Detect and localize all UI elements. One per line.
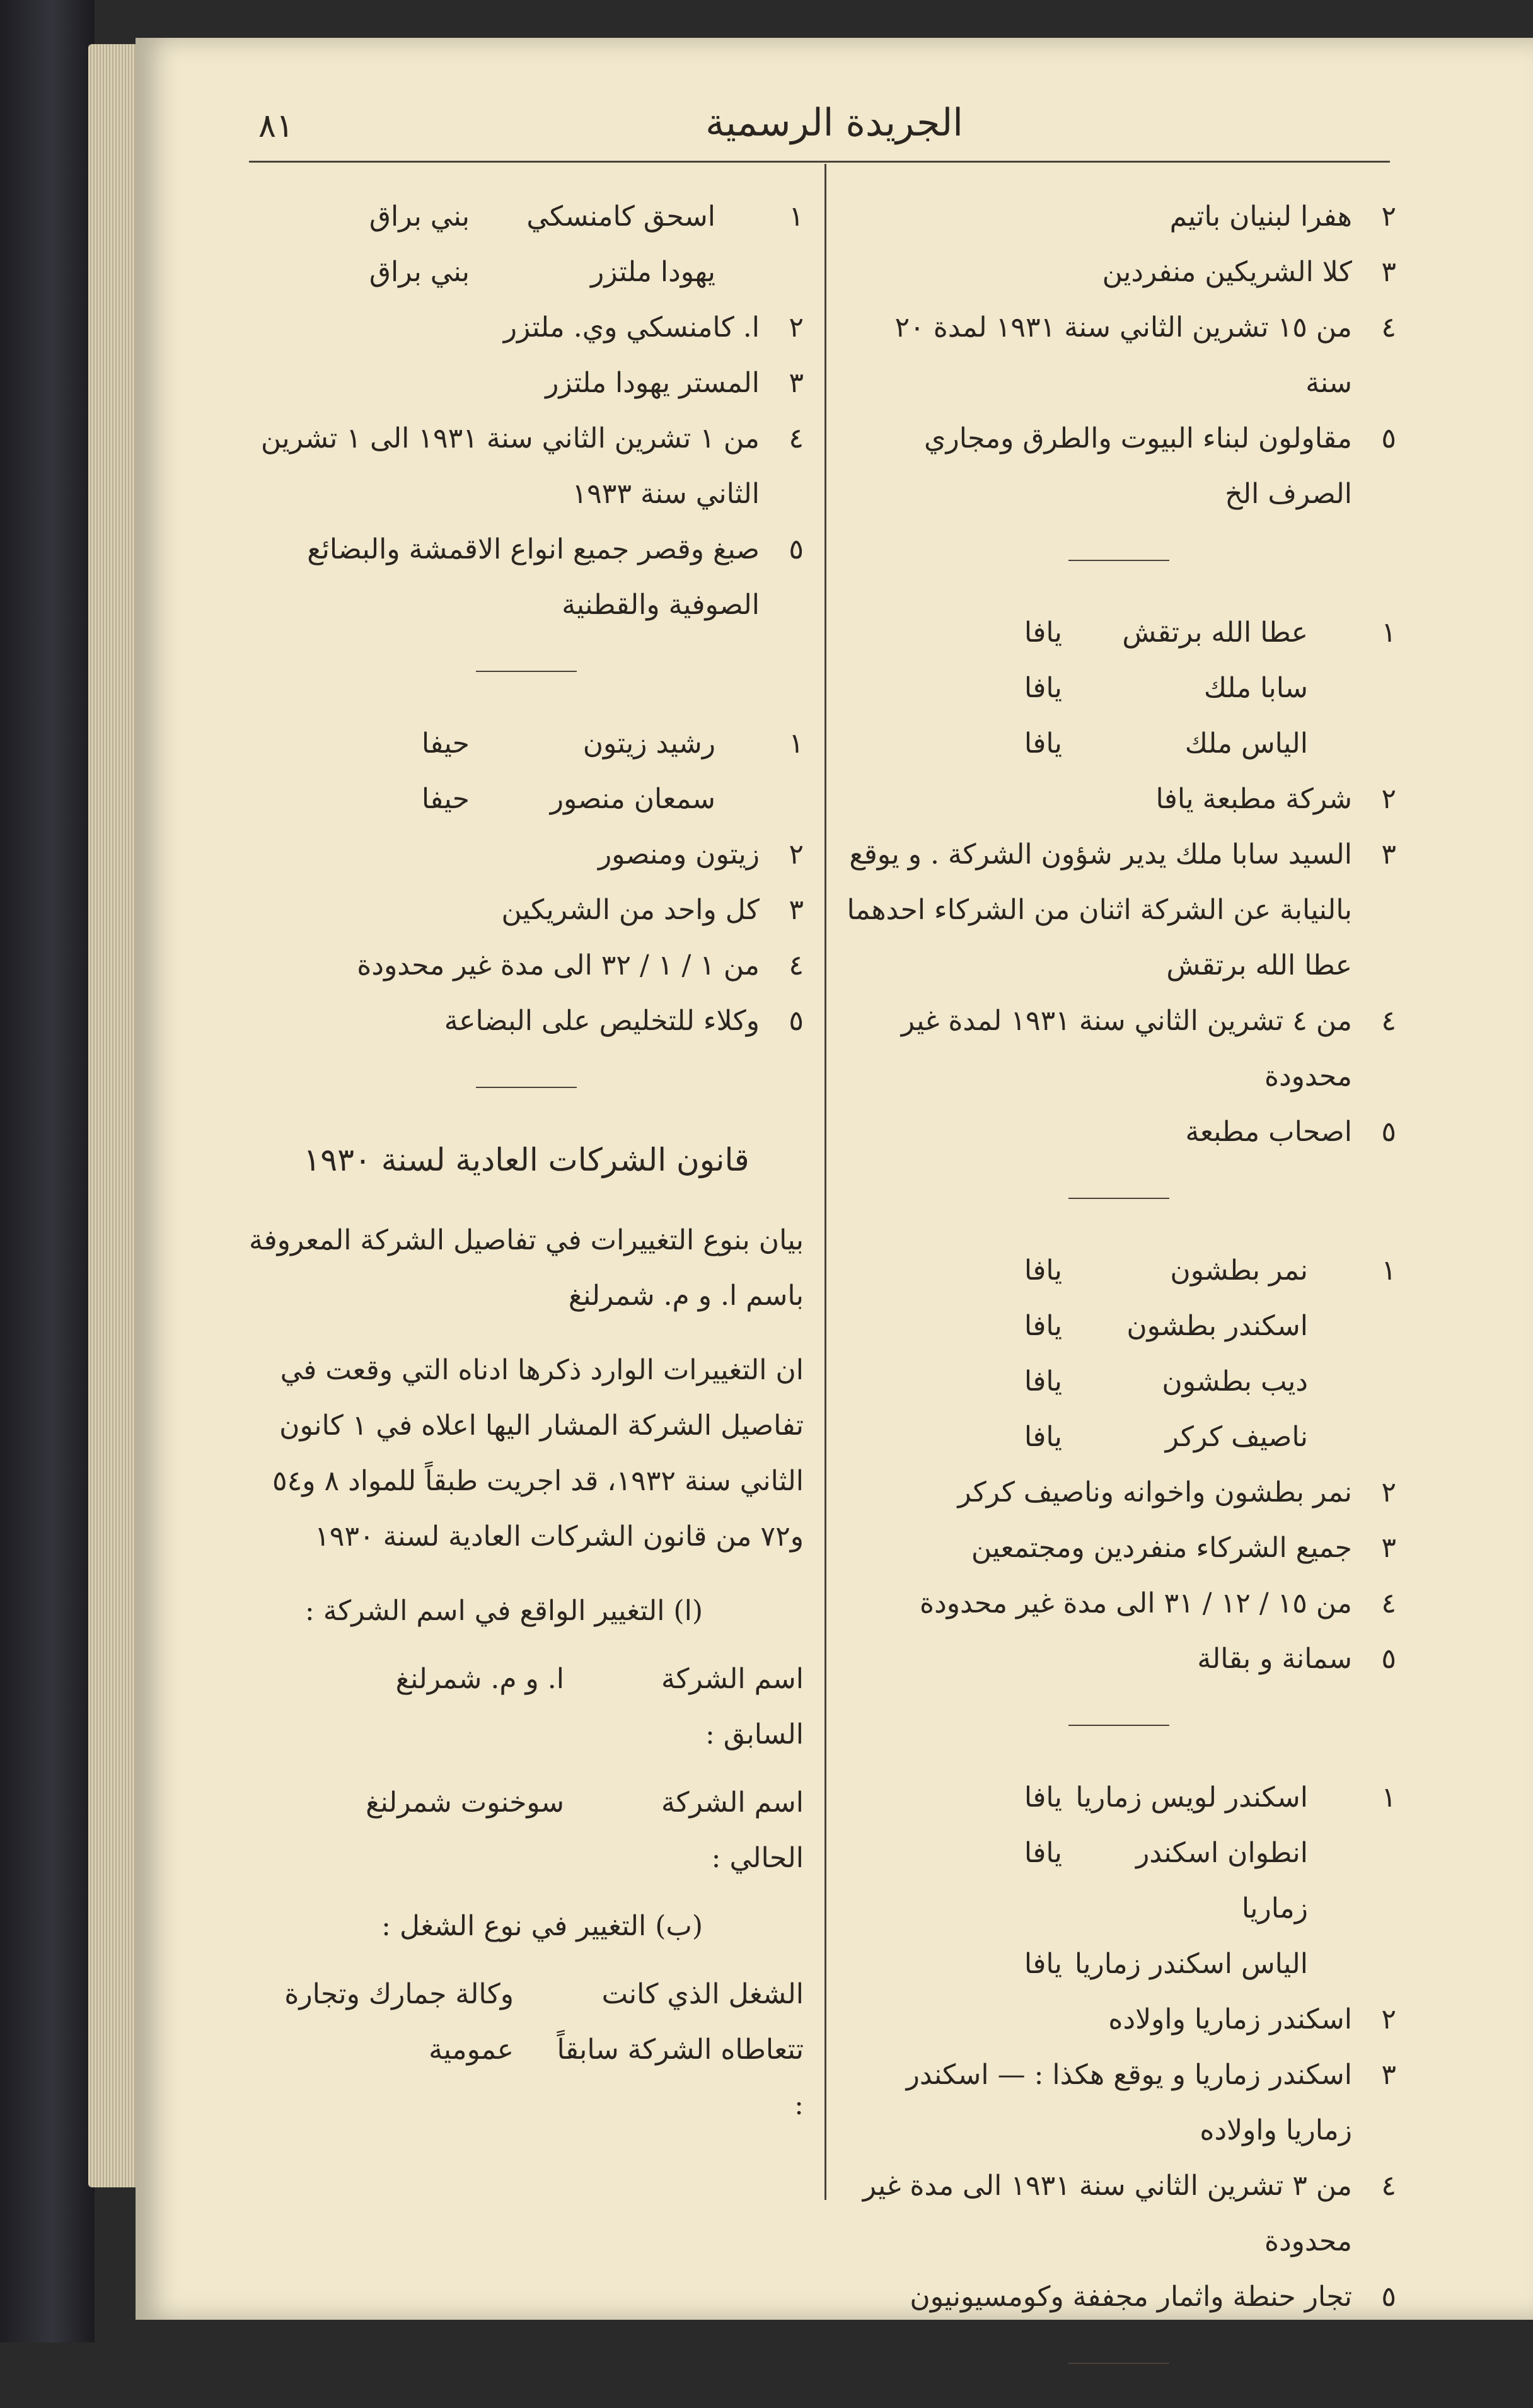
partner-name: سابا ملك bbox=[1203, 672, 1308, 704]
entry-separator bbox=[1068, 1725, 1169, 1726]
gazette-page bbox=[136, 38, 1533, 2320]
change-b-heading: (ب) التغيير في نوع الشغل : bbox=[381, 1910, 703, 1942]
partner-name: ديب بطشون bbox=[1162, 1365, 1308, 1398]
right-column bbox=[842, 189, 1396, 2408]
item-text: ا. كامنسكي وي. ملتزر bbox=[503, 311, 760, 344]
partner-row bbox=[842, 661, 1396, 716]
item-number: ٤ bbox=[789, 949, 804, 981]
partner-city: يافا bbox=[1024, 1310, 1062, 1342]
partner-row bbox=[842, 1243, 1396, 1299]
partner-row bbox=[842, 1354, 1396, 1409]
partner-row bbox=[249, 772, 804, 827]
registration-entry bbox=[842, 1243, 1396, 1687]
item-number: ٥ bbox=[789, 1005, 804, 1037]
entry-item bbox=[842, 993, 1396, 1104]
item-text: كلا الشريكين منفردين bbox=[1102, 256, 1352, 288]
partner-city: يافا bbox=[1024, 1837, 1062, 1869]
partner-city: بني براق bbox=[369, 200, 470, 233]
item-text: تجار حنطة واثمار مجففة وكومسيونيون bbox=[910, 2281, 1352, 2313]
previous-work-label: الشغل الذي كانت تتعاطاه الشركة سابقاً : bbox=[557, 1978, 804, 2121]
previous-work-value: وكالة جمارك وتجارة عمومية bbox=[284, 1978, 514, 2066]
item-text: مقاولون لبناء البيوت والطرق ومجاري الصرف الخ bbox=[924, 422, 1352, 510]
item-text: اسكندر زماريا واولاده bbox=[1108, 2003, 1352, 2035]
partner-city: يافا bbox=[1024, 1781, 1062, 1814]
entry-separator bbox=[1068, 560, 1169, 561]
item-number: ٣ bbox=[1381, 838, 1396, 871]
notice-body: ان التغييرات الوارد ذكرها ادناه التي وقعت في تفاصيل الشركة المشار اليها اعلاه في ١ كانون الثاني سنة ١٩٣٢، قد اجريت طبقاً للمواد ٨ و٥٤ و٧٢ من قانون الشركات العادية لسنة ١٩٣٠ bbox=[272, 1354, 804, 1553]
entry-item bbox=[842, 2269, 1396, 2325]
registration-entry bbox=[249, 716, 804, 1049]
item-number: ٢ bbox=[1381, 783, 1396, 815]
item-text: اصحاب مطبعة bbox=[1185, 1116, 1352, 1148]
partner-name: اسكندر لويس زماريا bbox=[1075, 1781, 1308, 1814]
entry-item bbox=[842, 772, 1396, 827]
page-header bbox=[136, 38, 1533, 164]
entry-item bbox=[842, 189, 1396, 245]
change-a-heading: (ا) التغيير الواقع في اسم الشركة : bbox=[304, 1595, 703, 1627]
partner-city: بني براق bbox=[369, 256, 470, 288]
item-text: من ١ تشرين الثاني سنة ١٩٣١ الى ١ تشرين الثاني سنة ١٩٣٣ bbox=[260, 422, 760, 510]
item-number: ١ bbox=[789, 200, 804, 233]
left-column bbox=[249, 189, 804, 2146]
law-title: قانون الشركات العادية لسنة ١٩٣٠ bbox=[303, 1142, 749, 1178]
partner-row bbox=[842, 1409, 1396, 1465]
header-rule bbox=[249, 161, 1390, 163]
item-number: ٣ bbox=[1381, 1532, 1396, 1564]
partner-row bbox=[842, 1936, 1396, 1992]
previous-name-field bbox=[249, 1652, 804, 1763]
item-text: زيتون ومنصور bbox=[598, 838, 760, 871]
entry-item bbox=[842, 2047, 1396, 2158]
partner-city: يافا bbox=[1024, 1365, 1062, 1398]
partner-row bbox=[842, 1770, 1396, 1826]
item-number: ٣ bbox=[789, 894, 804, 926]
entry-item bbox=[842, 300, 1396, 411]
item-number: ١ bbox=[1381, 616, 1396, 649]
entry-separator bbox=[1068, 1198, 1169, 1199]
entry-item bbox=[842, 1992, 1396, 2047]
item-number: ٥ bbox=[789, 533, 804, 565]
partner-name: يهودا ملتزر bbox=[591, 256, 715, 288]
item-number: ٤ bbox=[1381, 1587, 1396, 1619]
item-number: ٥ bbox=[1381, 1643, 1396, 1675]
entry-item bbox=[249, 300, 804, 356]
entry-item bbox=[249, 883, 804, 938]
entry-separator bbox=[1068, 2363, 1169, 2364]
entry-item bbox=[842, 827, 1396, 993]
item-number: ١ bbox=[1381, 1254, 1396, 1287]
current-name-field bbox=[249, 1775, 804, 1886]
item-number: ٢ bbox=[789, 838, 804, 871]
item-text: من ١٥ تشرين الثاني سنة ١٩٣١ لمدة ٢٠ سنة bbox=[894, 311, 1352, 399]
previous-work-field bbox=[249, 1967, 804, 2133]
item-text: من ١٥ / ١٢ / ٣١ الى مدة غير محدودة bbox=[920, 1587, 1352, 1619]
partner-city: يافا bbox=[1024, 1421, 1062, 1453]
registration-entry bbox=[842, 1770, 1396, 2325]
partner-row bbox=[249, 716, 804, 772]
notice-title: بيان بنوع التغييرات في تفاصيل الشركة المعروفة باسم ا. و م. شمرلنغ bbox=[249, 1224, 804, 1312]
item-text: من ١ / ١ / ٣٢ الى مدة غير محدودة bbox=[357, 949, 760, 981]
journal-title: الجريدة الرسمية bbox=[705, 101, 963, 145]
item-text: وكلاء للتخليص على البضاعة bbox=[444, 1005, 760, 1037]
book-binding bbox=[0, 0, 95, 2342]
item-number: ٢ bbox=[789, 311, 804, 344]
entry-item bbox=[842, 1631, 1396, 1687]
entry-item bbox=[842, 1465, 1396, 1520]
item-number: ٢ bbox=[1381, 1476, 1396, 1508]
item-number: ٣ bbox=[1381, 2059, 1396, 2091]
partner-row bbox=[842, 1826, 1396, 1936]
partner-city: يافا bbox=[1024, 727, 1062, 760]
item-text: صبغ وقصر جميع انواع الاقمشة والبضائع الصوفية والقطنية bbox=[307, 533, 760, 621]
entry-item bbox=[842, 245, 1396, 300]
entry-item bbox=[249, 411, 804, 522]
entry-separator bbox=[476, 1087, 577, 1088]
partner-row bbox=[842, 605, 1396, 661]
partner-row bbox=[249, 245, 804, 300]
partner-city: يافا bbox=[1024, 616, 1062, 649]
partner-row bbox=[842, 716, 1396, 772]
entry-item bbox=[249, 827, 804, 883]
registration-entry bbox=[842, 189, 1396, 522]
item-text: المستر يهودا ملتزر bbox=[545, 367, 760, 399]
item-text: نمر بطشون واخوانه وناصيف كركر bbox=[957, 1476, 1352, 1508]
item-text: السيد سابا ملك يدير شؤون الشركة . و يوقع بالنيابة عن الشركة اثنان من الشركاء احدهما عطا الله برتقش bbox=[847, 838, 1352, 981]
partner-name: سمعان منصور bbox=[550, 783, 715, 815]
entry-separator bbox=[476, 671, 577, 672]
partner-name: الياس اسكندر زماريا bbox=[1074, 1948, 1308, 1980]
item-number: ٥ bbox=[1381, 1116, 1396, 1148]
item-text: سمانة و بقالة bbox=[1197, 1643, 1352, 1675]
item-number: ٤ bbox=[1381, 2170, 1396, 2202]
current-name-value: سوخنوت شمرلنغ bbox=[366, 1786, 564, 1819]
item-number: ٣ bbox=[789, 367, 804, 399]
item-number: ٤ bbox=[789, 422, 804, 454]
partner-name: عطا الله برتقش bbox=[1122, 616, 1308, 649]
partner-name: اسحق كامنسكي bbox=[526, 200, 715, 233]
entry-item bbox=[842, 1520, 1396, 1576]
item-text: كل واحد من الشريكين bbox=[501, 894, 760, 926]
previous-name-label: اسم الشركة السابق : bbox=[661, 1663, 804, 1751]
partner-city: يافا bbox=[1024, 672, 1062, 704]
entry-item bbox=[842, 1104, 1396, 1160]
partner-city: يافا bbox=[1024, 1948, 1062, 1980]
entry-item bbox=[842, 411, 1396, 522]
entry-item bbox=[249, 938, 804, 993]
item-text: جميع الشركاء منفردين ومجتمعين bbox=[971, 1532, 1352, 1564]
item-text: اسكندر زماريا و يوقع هكذا : — اسكندر زماريا واولاده bbox=[906, 2059, 1352, 2146]
partner-city: حيفا bbox=[421, 783, 470, 815]
column-divider bbox=[824, 164, 826, 2200]
partner-name: اسكندر بطشون bbox=[1126, 1310, 1308, 1342]
previous-name-value: ا. و م. شمرلنغ bbox=[395, 1663, 564, 1695]
item-number: ٤ bbox=[1381, 1005, 1396, 1037]
item-number: ١ bbox=[789, 727, 804, 760]
registration-entry bbox=[249, 189, 804, 633]
item-text: هفرا لبنيان باتيم bbox=[1169, 200, 1352, 233]
entry-item bbox=[249, 522, 804, 633]
entry-item bbox=[842, 2158, 1396, 2269]
partner-name: الياس ملك bbox=[1184, 727, 1308, 760]
page-number: ٨١ bbox=[258, 107, 294, 145]
partner-city: حيفا bbox=[421, 727, 470, 760]
partner-city: يافا bbox=[1024, 1254, 1062, 1287]
current-name-label: اسم الشركة الحالي : bbox=[661, 1786, 804, 1874]
entry-item bbox=[249, 993, 804, 1049]
item-number: ٤ bbox=[1381, 311, 1396, 344]
partner-name: رشيد زيتون bbox=[582, 727, 715, 760]
item-number: ٢ bbox=[1381, 2003, 1396, 2035]
item-number: ٥ bbox=[1381, 422, 1396, 454]
item-text: من ٣ تشرين الثاني سنة ١٩٣١ الى مدة غير محدودة bbox=[862, 2170, 1352, 2257]
item-number: ٥ bbox=[1381, 2281, 1396, 2313]
partner-name: نمر بطشون bbox=[1170, 1254, 1308, 1287]
item-text: من ٤ تشرين الثاني سنة ١٩٣١ لمدة غير محدودة bbox=[901, 1005, 1352, 1092]
partner-name: انطوان اسكندر زماريا bbox=[1136, 1837, 1308, 1925]
item-number: ٣ bbox=[1381, 256, 1396, 288]
item-number: ٢ bbox=[1381, 200, 1396, 233]
registration-entry bbox=[842, 605, 1396, 1160]
item-text: شركة مطبعة يافا bbox=[1155, 783, 1352, 815]
partner-row bbox=[842, 1299, 1396, 1354]
item-number: ١ bbox=[1381, 1781, 1396, 1814]
entry-item bbox=[249, 356, 804, 411]
partner-row bbox=[249, 189, 804, 245]
partner-name: ناصيف كركر bbox=[1165, 1421, 1308, 1453]
entry-item bbox=[842, 1576, 1396, 1631]
